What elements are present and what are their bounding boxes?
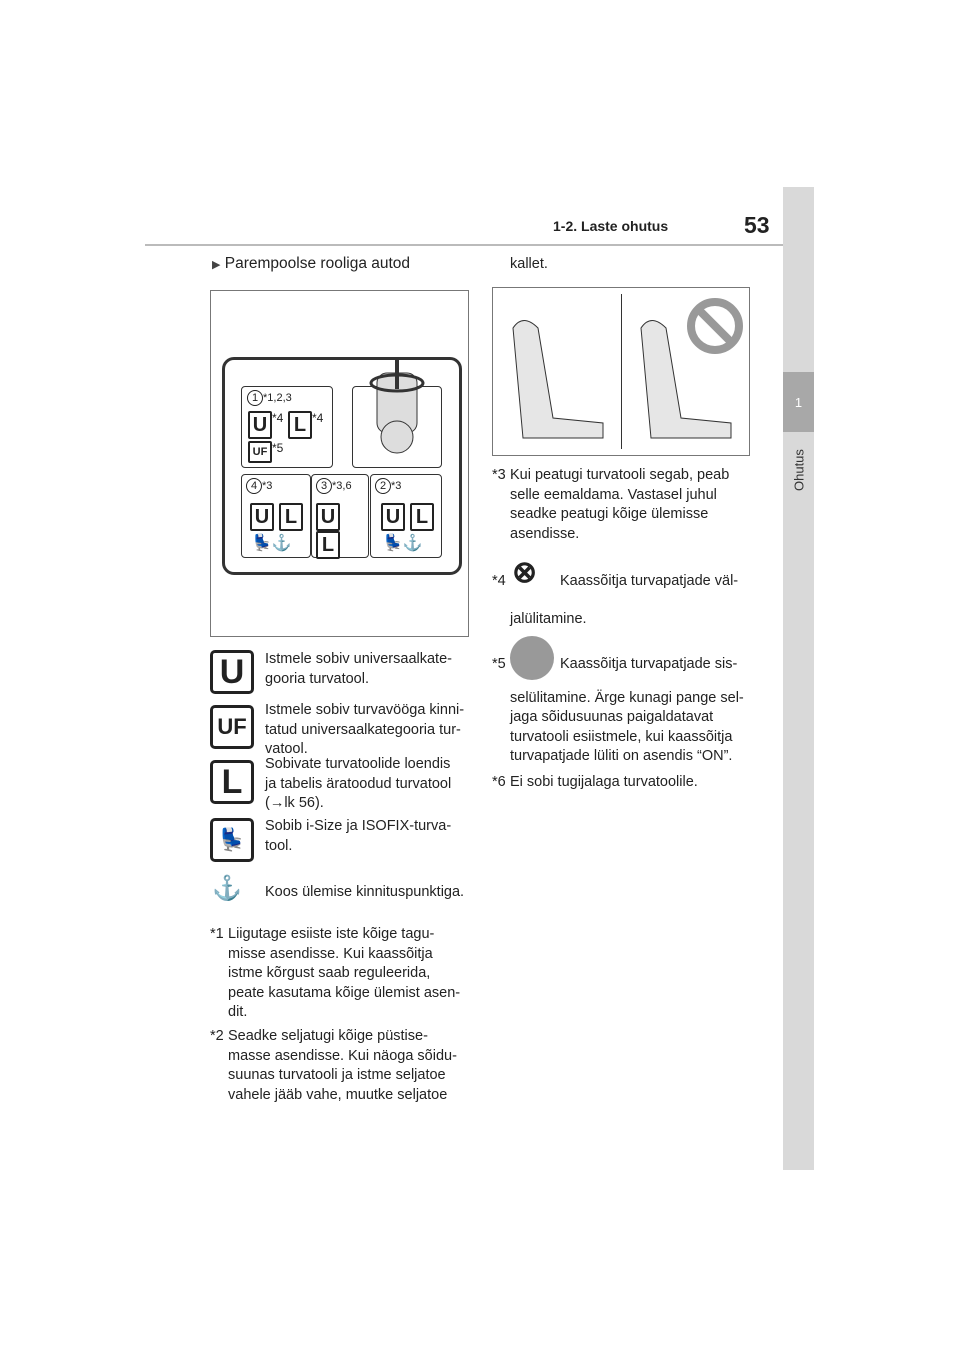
driver-seat [352, 386, 442, 468]
legend-uf-text: Istmele sobiv turvavööga kinni-tatud universaalkategooria tur-vatool. [265, 702, 465, 757]
l-icon: L [288, 411, 312, 439]
footnote-text-cont: jalülitamine. [510, 610, 587, 627]
isofix-tether-icons: 💺⚓ [383, 535, 423, 552]
continuation-text: kallet. [510, 256, 548, 272]
footnote-mark: *6 [492, 774, 506, 790]
seat-notes: *3 [391, 480, 402, 492]
uf-note: *5 [272, 441, 284, 455]
footnote-text: Ei sobi tugijalaga turvatoolile. [510, 774, 698, 790]
footnote-text: Kui peatugi turvatooli segab, peab selle eemaldama. Vastasel juhul seadke peatugi kõige ülemisse asendisse. [510, 467, 730, 542]
seat-illustration [492, 287, 750, 456]
seat-1 [241, 386, 333, 468]
page-number: 53 [744, 212, 770, 238]
seat-2 [370, 474, 442, 558]
l-note: *4 [312, 411, 324, 425]
chapter-strip [783, 187, 814, 1170]
heading-text: Parempoolse rooliga autod [224, 255, 411, 272]
footnote-mark: *3 [492, 467, 506, 483]
legend-uf-icon: UF [210, 705, 254, 749]
chapter-tab[interactable]: 1 [783, 372, 814, 432]
u-note: *4 [272, 411, 284, 425]
legend-u-text: Istmele sobiv universaalkate-gooria turvatool. [265, 651, 452, 687]
uf-icon: UF [248, 441, 272, 463]
subsection-heading [212, 255, 410, 273]
footnote-text: Kaassõitja turvapatjade sis- [560, 656, 738, 672]
footnote-1 [210, 925, 468, 1023]
seat-number: 2 [375, 478, 391, 494]
footnote-mark: *4 [492, 573, 506, 589]
section-title: 1-2. Laste ohutus [553, 218, 669, 234]
seat-notes: *3 [262, 480, 273, 492]
legend-tether-text: Koos ülemise kinnituspunktiga. [265, 884, 465, 900]
seat-diagram [210, 290, 469, 637]
u-icon: U [381, 503, 405, 531]
l-icon: L [279, 503, 303, 531]
seat-4 [241, 474, 311, 558]
footnote-text: Liigutage esiiste iste kõige tagu-misse asendisse. Kui kaassõitja istme kõrgust saab reguleerida, peate kasutama kõige ülemist asen-dit. [228, 926, 461, 1020]
legend-l-icon: L [210, 760, 254, 804]
seat-notes: *1,2,3 [263, 392, 292, 404]
airbag-off-icon: ⊗ [512, 556, 538, 589]
seat-number: 1 [247, 390, 263, 406]
seat-notes: *3,6 [332, 480, 352, 492]
u-icon: U [250, 503, 274, 531]
footnote-6 [492, 773, 752, 793]
u-icon: U [248, 411, 272, 439]
legend-isofix-icon: 💺 [210, 818, 254, 862]
seat-number: 3 [316, 478, 332, 494]
footnote-5 [492, 655, 757, 767]
footnote-2 [210, 1027, 468, 1105]
vehicle-outline [222, 357, 462, 575]
footnote-mark: *1 [210, 926, 224, 942]
footnote-text-cont: selülitamine. Ärge kunagi pange sel-jaga sõidusuunas paigaldatavat turvatooli esiistmele, kui kaassõitja turvapatjade lüliti on asendis “ON”. [510, 689, 744, 764]
isofix-tether-icons: 💺⚓ [252, 535, 292, 552]
triangle-bullet-icon: ▶ [212, 259, 221, 271]
legend-top-tether-icon: ⚓ [212, 875, 242, 902]
legend-u-icon: U [210, 650, 254, 694]
footnote-3 [492, 466, 752, 544]
seat-number: 4 [246, 478, 262, 494]
legend-l-text: Sobivate turvatoolide loendis ja tabelis äratoodud turvatool (→lk 56). [265, 756, 452, 811]
l-icon: L [410, 503, 434, 531]
footnote-text: Kaassõitja turvapatjade väl- [560, 573, 739, 589]
l-icon: L [316, 531, 340, 559]
chapter-title: Ohutus [791, 449, 807, 491]
footnote-mark: *5 [492, 656, 506, 672]
legend-isofix-text: Sobib i-Size ja ISOFIX-turva-tool. [265, 818, 452, 854]
driver-icon [353, 359, 441, 439]
u-icon: U [316, 503, 340, 531]
seat-3 [311, 474, 369, 558]
footnote-text: Seadke seljatugi kõige püstise-masse asendisse. Kui näoga sõidu-suunas turvatooli ja istme seljatoe vahele jääb vahe, muutke seljatoe [228, 1028, 457, 1103]
footnote-mark: *2 [210, 1028, 224, 1044]
header-divider [145, 244, 783, 246]
